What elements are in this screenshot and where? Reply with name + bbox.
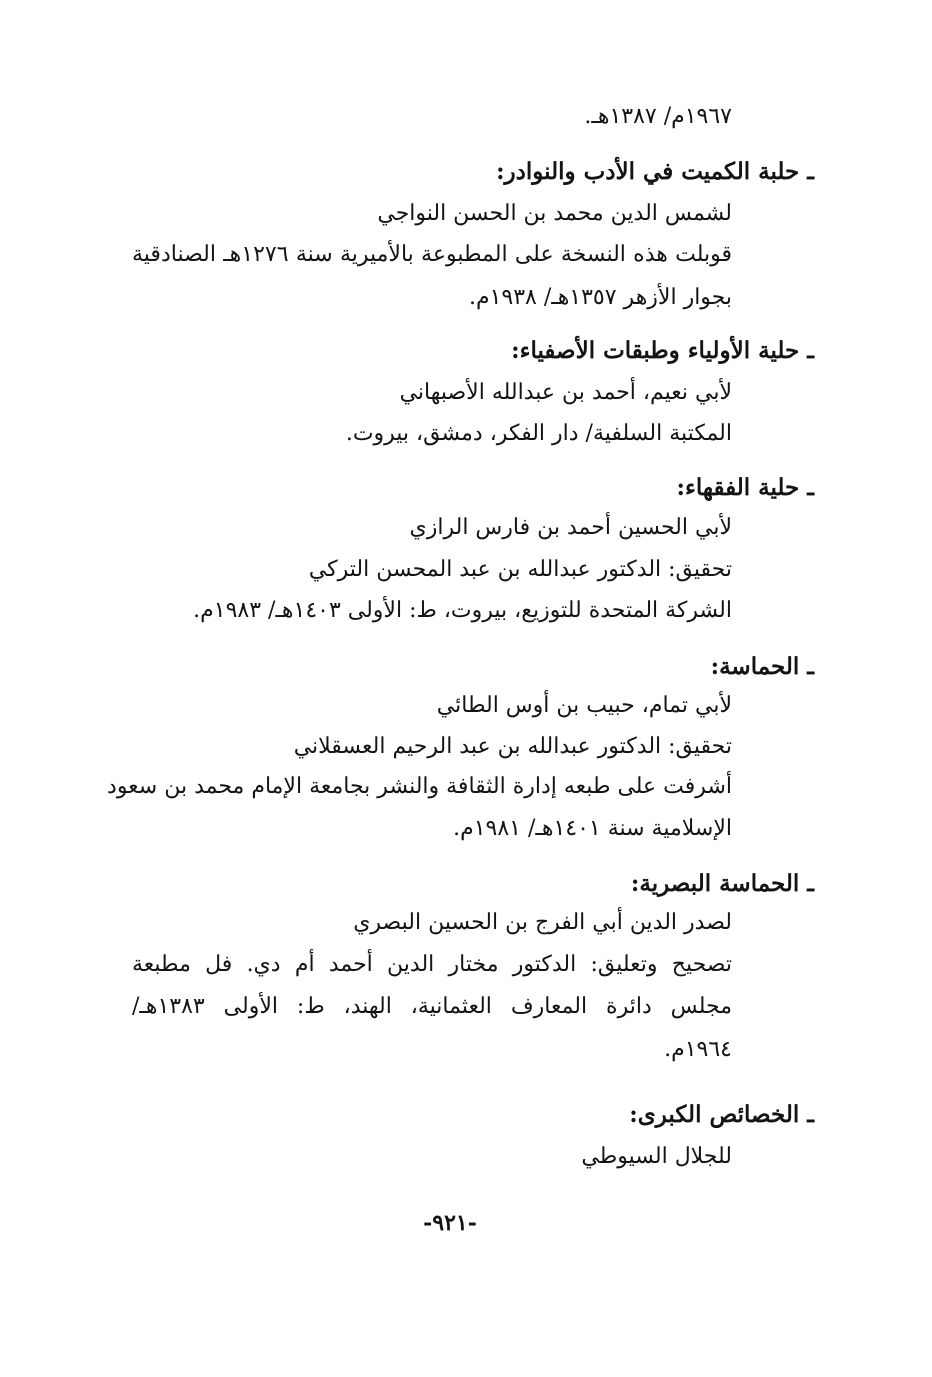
entry-line: لأبي نعيم، أحمد بن عبدالله الأصبهاني [399, 380, 732, 405]
entry-title: ـ الحماسة: [710, 653, 814, 680]
entry-line: أشرفت على طبعه إدارة الثقافة والنشر بجامعة الإمام محمد بن سعود [107, 774, 732, 799]
entry-line: المكتبة السلفية/ دار الفكر، دمشق، بيروت. [345, 421, 732, 446]
entry-line: لشمس الدين محمد بن الحسن النواجي [377, 201, 732, 226]
entry-line: قوبلت هذه النسخة على المطبوعة بالأميرية سنة ١٢٧٦هـ الصنادقية [132, 242, 732, 267]
page-number: -٩٢١- [423, 1210, 477, 1236]
entry-line: للجلال السيوطي [581, 1144, 732, 1169]
entry-line: مجلس دائرة المعارف العثمانية، الهند، ط: الأولى ١٣٨٣هـ/ [132, 994, 732, 1019]
entry-title: ـ الحماسة البصرية: [630, 870, 814, 897]
entry-line: الإسلامية سنة ١٤٠١هـ/ ١٩٨١م. [453, 816, 732, 841]
entry-title: ـ حلبة الكميت في الأدب والنوادر: [496, 158, 814, 185]
entry-title: ـ الخصائص الكبرى: [629, 1101, 814, 1128]
entry-line: بجوار الأزهر ١٣٥٧هـ/ ١٩٣٨م. [468, 285, 732, 310]
top-line: ١٩٦٧م/ ١٣٨٧هـ. [584, 104, 732, 129]
entry-line: الشركة المتحدة للتوزيع، بيروت، ط: الأولى ١٤٠٣هـ/ ١٩٨٣م. [193, 598, 732, 623]
entry-line: تحقيق: الدكتور عبدالله بن عبد المحسن التركي [308, 557, 732, 582]
entry-line: ١٩٦٤م. [664, 1037, 732, 1062]
entry-line: تحقيق: الدكتور عبدالله بن عبد الرحيم العسقلاني [293, 734, 732, 759]
entry-line: لأبي الحسين أحمد بن فارس الرازي [409, 515, 732, 540]
entry-title: ـ حلية الأولياء وطبقات الأصفياء: [511, 337, 814, 364]
entry-title: ـ حلية الفقهاء: [676, 474, 814, 501]
entry-line: لصدر الدين أبي الفرج بن الحسين البصري [353, 910, 732, 935]
entry-line: لأبي تمام، حبيب بن أوس الطائي [436, 693, 732, 718]
entry-line: تصحيح وتعليق: الدكتور مختار الدين أحمد أم دي. فل مطبعة [132, 952, 732, 977]
